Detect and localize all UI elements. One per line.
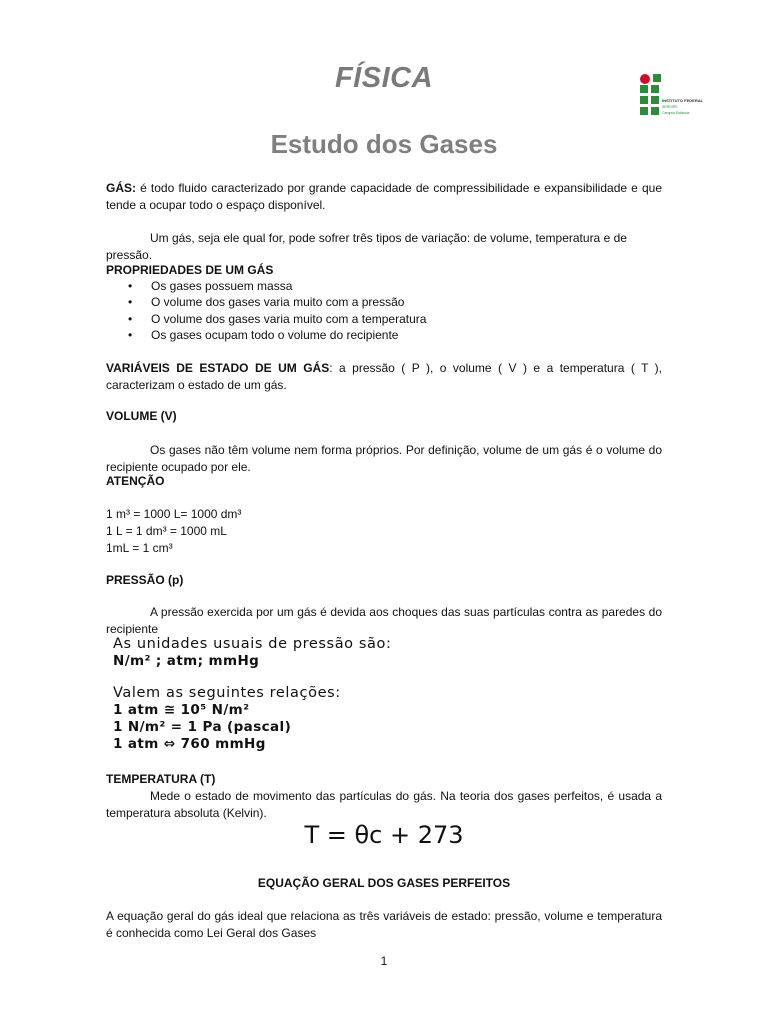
gas-text: é todo fluido caracterizado por grande capacidade de compressibilidade e expansibilidade e que tende a ocupar todo o espaço disponível. (106, 181, 662, 212)
attention-heading: ATENÇÃO (106, 474, 165, 488)
institute-logo (637, 72, 707, 118)
page-number: 1 (380, 954, 388, 968)
gas-label: GÁS: (106, 181, 136, 195)
volume-line-3: 1mL = 1 cm³ (106, 541, 173, 555)
volume-line-1: 1 m³ = 1000 L= 1000 dm³ (106, 507, 242, 521)
gas-definition (106, 180, 662, 213)
state-variables-label: VARIÁVEIS DE ESTADO DE UM GÁS (106, 361, 330, 375)
temperature-paragraph: Mede o estado de movimento das partículas do gás. Na teoria dos gases perfeitos, é usada a temperatura absoluta (Kelvin). (106, 789, 662, 820)
equation-paragraph: A equação geral do gás ideal que relaciona as três variáveis de estado: pressão, volume e temperatura é conhecida como Lei Geral dos Gases (106, 909, 662, 940)
units-intro: As unidades usuais de pressão são: (113, 636, 392, 652)
relation-2: 1 N/m² = 1 Pa (pascal) (113, 719, 292, 735)
volume-line-2: 1 L = 1 dm³ = 1000 mL (106, 524, 227, 538)
list-item: • Os gases possuem massa (106, 278, 426, 294)
logo-text-2: SERGIPE (662, 105, 678, 109)
variation-paragraph: Um gás, seja ele qual for, pode sofrer três tipos de variação: de volume, temperatura e de pressão. (106, 231, 627, 262)
list-item: • O volume dos gases varia muito com a temperatura (106, 311, 426, 327)
units-list: N/m² ; atm; mmHg (113, 653, 260, 669)
temperature-formula: T = θc + 273 (304, 821, 464, 849)
pressure-paragraph: A pressão exercida por um gás é devida aos choques das suas partículas contra as paredes do recipiente (106, 605, 662, 636)
logo-text-1: INSTITUTO FEDERAL (662, 98, 704, 103)
list-item: • O volume dos gases varia muito com a pressão (106, 294, 426, 310)
logo-dot (640, 74, 650, 84)
relation-3: 1 atm ⇔ 760 mmHg (113, 736, 266, 752)
relation-1: 1 atm ≅ 10⁵ N/m² (113, 702, 250, 718)
relations-intro: Valem as seguintes relações: (113, 685, 341, 701)
properties-list (106, 278, 426, 343)
volume-heading: VOLUME (V) (106, 409, 177, 423)
logo-text-3: Campus Estância (662, 111, 690, 115)
page-subtitle: Estudo dos Gases (270, 129, 498, 159)
state-variables-paragraph (106, 360, 662, 393)
state-variables-text: : a pressão ( P ), o volume ( V ) e a temperatura ( T ), caracterizam o estado de um gás. (106, 361, 662, 392)
pressure-heading: PRESSÃO (p) (106, 573, 184, 587)
equation-heading: EQUAÇÃO GERAL DOS GASES PERFEITOS (257, 876, 511, 890)
volume-paragraph: Os gases não têm volume nem forma próprios. Por definição, volume de um gás é o volume do recipiente ocupado por ele. (106, 443, 662, 474)
properties-heading: PROPRIEDADES DE UM GÁS (106, 263, 274, 277)
list-item: • Os gases ocupam todo o volume do recipiente (106, 327, 426, 343)
temperature-heading: TEMPERATURA (T) (106, 772, 216, 786)
page-title: FÍSICA (334, 62, 434, 94)
